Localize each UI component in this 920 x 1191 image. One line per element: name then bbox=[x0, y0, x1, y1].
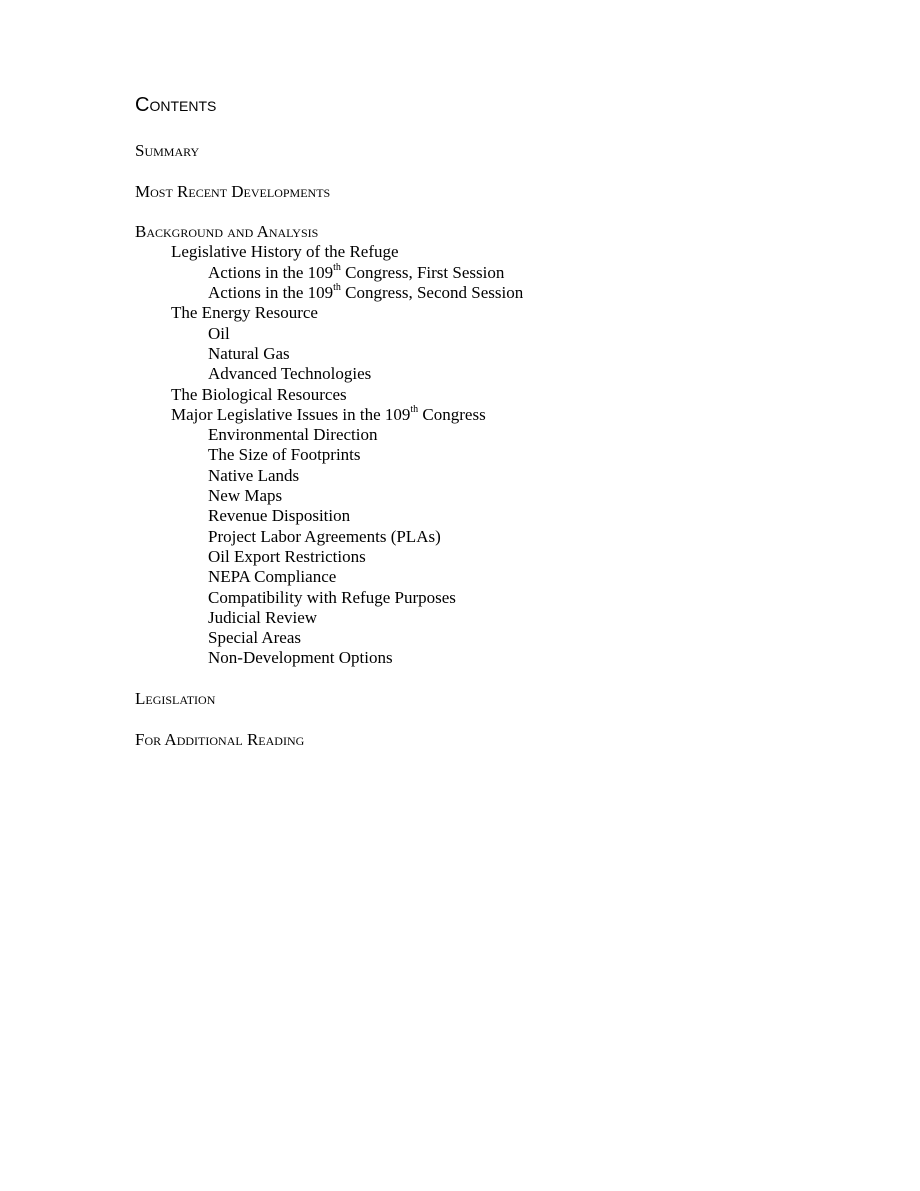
toc-section-recent-developments[interactable]: Most Recent Developments bbox=[135, 181, 331, 201]
toc-item-oil[interactable]: Oil bbox=[208, 323, 230, 343]
toc-section-background[interactable]: Background and Analysis bbox=[135, 222, 319, 242]
toc-section-summary[interactable]: Summary bbox=[135, 141, 200, 160]
toc-item-project-labor-agreements[interactable]: Project Labor Agreements (PLAs) bbox=[208, 526, 441, 546]
toc-item-text: Actions in the 109 bbox=[208, 283, 334, 303]
toc-item-energy-resource[interactable]: The Energy Resource bbox=[171, 303, 318, 323]
toc-item-nepa-compliance[interactable]: NEPA Compliance bbox=[208, 567, 337, 587]
toc-item-non-development-options[interactable]: Non-Development Options bbox=[208, 648, 393, 668]
page-title: Contents bbox=[135, 94, 217, 116]
toc-item-text: Congress, Second Session bbox=[340, 283, 524, 303]
toc-item-text: Major Legislative Issues in the 109 bbox=[171, 404, 411, 424]
toc-item-native-lands[interactable]: Native Lands bbox=[208, 465, 300, 485]
toc-item-natural-gas[interactable]: Natural Gas bbox=[208, 343, 290, 363]
ordinal-suffix: th bbox=[333, 262, 341, 274]
toc-item-legislative-history[interactable]: Legislative History of the Refuge bbox=[171, 242, 399, 262]
toc-item-biological-resources[interactable]: The Biological Resources bbox=[171, 384, 347, 404]
ordinal-suffix: th bbox=[410, 404, 419, 416]
toc-spacer bbox=[135, 161, 835, 181]
toc-item-text: Congress bbox=[418, 404, 486, 424]
toc-section-legislation[interactable]: Legislation bbox=[135, 689, 216, 709]
toc-item-text: Congress, First Session bbox=[340, 262, 505, 282]
toc-spacer bbox=[135, 202, 835, 222]
toc-item-revenue-disposition[interactable]: Revenue Disposition bbox=[208, 506, 351, 526]
toc-item-environmental-direction[interactable]: Environmental Direction bbox=[208, 425, 378, 445]
toc-spacer bbox=[135, 709, 835, 729]
toc-item-text: Actions in the 109 bbox=[208, 262, 334, 282]
table-of-contents bbox=[135, 141, 835, 750]
toc-item-size-of-footprints[interactable]: The Size of Footprints bbox=[208, 445, 361, 465]
toc-spacer bbox=[135, 669, 835, 689]
toc-item-judicial-review[interactable]: Judicial Review bbox=[208, 607, 318, 627]
toc-item-actions-first-session[interactable] bbox=[135, 263, 835, 283]
toc-section-additional-reading[interactable]: For Additional Reading bbox=[135, 729, 305, 749]
toc-item-oil-export-restrictions[interactable]: Oil Export Restrictions bbox=[208, 546, 366, 566]
toc-item-advanced-technologies[interactable]: Advanced Technologies bbox=[208, 364, 372, 384]
toc-item-new-maps[interactable]: New Maps bbox=[208, 486, 283, 506]
toc-item-major-legislative-issues[interactable] bbox=[135, 405, 835, 425]
toc-item-actions-second-session[interactable] bbox=[135, 283, 835, 303]
ordinal-suffix: th bbox=[333, 282, 341, 294]
toc-item-compatibility[interactable]: Compatibility with Refuge Purposes bbox=[208, 587, 456, 607]
toc-item-special-areas[interactable]: Special Areas bbox=[208, 628, 301, 648]
